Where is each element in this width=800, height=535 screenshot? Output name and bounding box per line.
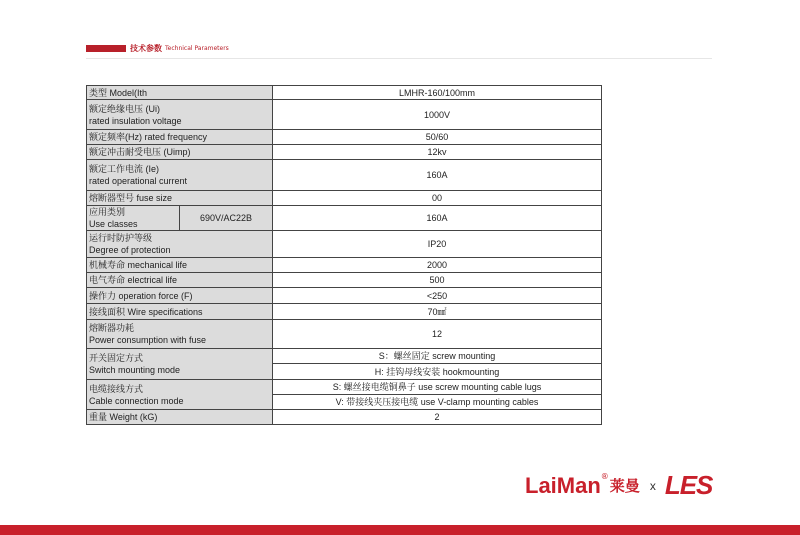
footer-bar bbox=[0, 525, 800, 535]
table-row bbox=[87, 206, 602, 231]
row-label: 操作力 operation force (F) bbox=[87, 288, 273, 304]
header-accent-bar bbox=[86, 45, 126, 52]
row-label: 额定冲击耐受电压 (Uimp) bbox=[87, 145, 273, 160]
row-value: <250 bbox=[273, 288, 602, 304]
row-value: 2000 bbox=[273, 258, 602, 273]
row-value: 00 bbox=[273, 191, 602, 206]
brand-logos bbox=[525, 470, 712, 501]
row-label: 熔断器型号 fuse size bbox=[87, 191, 273, 206]
row-value: LMHR-160/100mm bbox=[273, 86, 602, 100]
row-label bbox=[87, 380, 273, 410]
table-row bbox=[87, 410, 602, 425]
row-label-en: rated operational current bbox=[89, 176, 188, 186]
row-label-cn: 额定绝缘电压 (Ui) bbox=[89, 103, 160, 114]
table-row bbox=[87, 145, 602, 160]
table-row bbox=[87, 320, 602, 349]
header-title-en: Technical Parameters bbox=[165, 44, 229, 52]
row-value: 70㎟ bbox=[273, 304, 602, 320]
row-value: 12kv bbox=[273, 145, 602, 160]
laiman-logo-cn: 莱曼 bbox=[609, 477, 640, 495]
row-label: 重量 Weight (kG) bbox=[87, 410, 273, 425]
row-label-en: rated insulation voltage bbox=[89, 115, 182, 126]
row-value: 1000V bbox=[273, 100, 602, 130]
row-label-cn: 熔断器功耗 bbox=[89, 323, 135, 333]
row-value: IP20 bbox=[273, 231, 602, 258]
table-row bbox=[87, 380, 602, 395]
table-row bbox=[87, 191, 602, 206]
header-divider bbox=[86, 58, 712, 59]
row-sub-value: 690V/AC22B bbox=[180, 206, 273, 231]
row-label-en: Power consumption with fuse bbox=[89, 335, 207, 345]
row-label bbox=[87, 320, 273, 349]
row-value: S: 螺丝接电缆铜鼻子 use screw mounting cable lugs bbox=[273, 380, 602, 395]
row-label-cn: 电缆接线方式 bbox=[89, 383, 144, 394]
row-value: 2 bbox=[273, 410, 602, 425]
table-row bbox=[87, 231, 602, 258]
row-value: 500 bbox=[273, 273, 602, 288]
row-value-2: V: 带接线夹压接电缆 use V-clamp mounting cables bbox=[273, 395, 602, 410]
row-label-en: Degree of protection bbox=[89, 245, 171, 255]
row-label bbox=[87, 231, 273, 258]
row-label: 电气寿命 electrical life bbox=[87, 273, 273, 288]
row-label-cn: 额定工作电流 (Ie) bbox=[89, 164, 160, 174]
row-value: S：螺丝固定 screw mounting bbox=[273, 349, 602, 364]
les-logo: LES bbox=[664, 470, 713, 500]
table-row bbox=[87, 160, 602, 191]
laiman-logo: LaiMan bbox=[525, 472, 601, 498]
row-label-en: Cable connection mode bbox=[89, 395, 184, 406]
spec-table bbox=[86, 85, 602, 425]
row-value: 50/60 bbox=[273, 130, 602, 145]
table-row bbox=[87, 349, 602, 364]
collab-x: x bbox=[649, 478, 656, 493]
row-value: 160A bbox=[273, 160, 602, 191]
row-label-en: Use classes bbox=[89, 219, 138, 229]
section-header bbox=[86, 43, 229, 53]
table-row bbox=[87, 288, 602, 304]
row-label bbox=[87, 349, 273, 380]
row-label bbox=[87, 160, 273, 191]
table-row bbox=[87, 86, 602, 100]
header-title-cn: 技术参数 bbox=[130, 43, 162, 53]
row-label: 额定频率(Hz) rated frequency bbox=[87, 130, 273, 145]
table-row bbox=[87, 258, 602, 273]
row-value: 12 bbox=[273, 320, 602, 349]
table-row bbox=[87, 130, 602, 145]
row-label-cn: 开关固定方式 bbox=[89, 353, 144, 363]
table-row bbox=[87, 273, 602, 288]
row-label: 机械寿命 mechanical life bbox=[87, 258, 273, 273]
row-value-2: H: 挂钩母线安装 hookmounting bbox=[273, 364, 602, 380]
row-label bbox=[87, 100, 273, 130]
row-label-cn: 运行时防护等级 bbox=[89, 233, 153, 243]
registered-mark: ® bbox=[600, 472, 609, 481]
row-label: 接线面积 Wire specifications bbox=[87, 304, 273, 320]
row-value: 160A bbox=[273, 206, 602, 231]
row-label-en: Switch mounting mode bbox=[89, 365, 181, 375]
table-row bbox=[87, 304, 602, 320]
row-label-cn: 应用类别 bbox=[89, 207, 126, 217]
table-row bbox=[87, 100, 602, 130]
row-label bbox=[87, 206, 180, 231]
row-label: 类型 Model(Ith bbox=[87, 86, 273, 100]
